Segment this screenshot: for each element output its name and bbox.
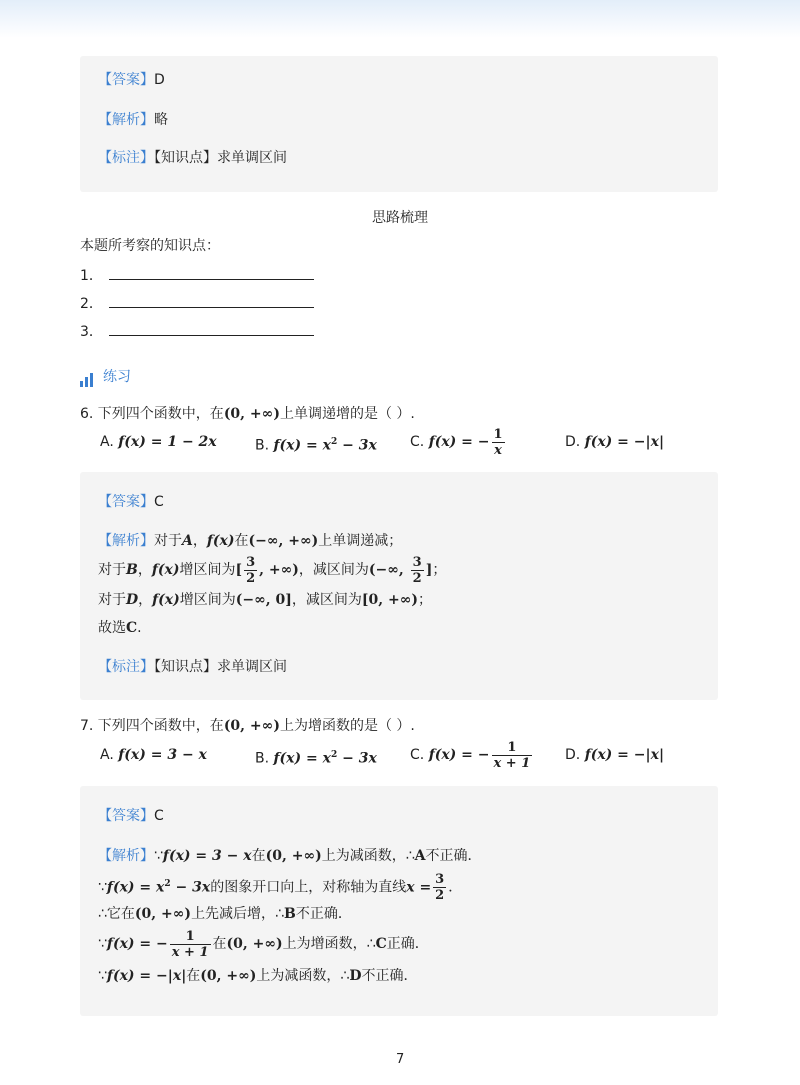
fraction: $\frac{1}{x}$ — [493, 426, 503, 458]
analysis-line-4: 故选C. — [98, 620, 142, 636]
answer-box-q6 — [80, 472, 718, 700]
analysis-line-3: ∴它在(0, +∞)上先减后增，∴B不正确． — [98, 906, 352, 922]
note-line: 【标注】【知识点】求单调区间 — [98, 659, 287, 675]
analysis-line-1: 【解析】∵f(x) = 3 − x在(0, +∞)上为减函数，∴A不正确． — [98, 848, 482, 864]
blank-line[interactable] — [109, 293, 314, 308]
q7-option-d[interactable]: D. f(x) = −|x| — [565, 747, 665, 763]
analysis-line-4: ∵f(x) = − $\frac{1}{x + 1}$ 在(0, +∞)上为增函数，∴C正确． — [98, 928, 429, 960]
analysis-line: 【解析】略 — [98, 112, 168, 128]
analysis-line-3: 对于D，f(x)增区间为(−∞, 0]，减区间为[0, +∞)； — [98, 592, 433, 608]
answer-line: 【答案】D — [98, 72, 165, 88]
answer-line: 【答案】C — [98, 494, 164, 510]
review-item: 3． — [80, 321, 314, 342]
analysis-line-2: ∵f(x) = $x^2 - 3x$的图象开口向上，对称轴为直线x = $\frac{3}{2}$ ． — [98, 872, 463, 904]
analysis-line-1: 【解析】对于A，f(x)在(−∞, +∞)上单调递减； — [98, 533, 403, 549]
q6-option-b[interactable]: B. $f(x) = x^2 - 3x$ — [255, 437, 377, 454]
review-title: 思路梳理 — [372, 210, 428, 226]
answer-box-q7 — [80, 786, 718, 1016]
practice-heading: 练习 — [80, 367, 131, 387]
q6-option-c[interactable]: C. f(x) = − $\frac{1}{x}$ — [410, 426, 503, 458]
page-header-band — [0, 0, 800, 38]
answer-line: 【答案】C — [98, 808, 164, 824]
analysis-line-2: 对于B，f(x)增区间为[ $\frac{3}{2}$ , +∞)，减区间为(−∞, $\frac{3}{2}$ ]； — [98, 554, 447, 586]
q7-option-c[interactable]: C. f(x) = − $\frac{1}{x + 1}$ — [410, 739, 531, 771]
question-7-stem: 7. 下列四个函数中，在(0, +∞)上为增函数的是（ ）. — [80, 718, 415, 734]
analysis-line-5: ∵f(x) = −|x|在(0, +∞)上为减函数，∴D不正确． — [98, 968, 418, 984]
review-item: 2． — [80, 293, 314, 314]
note-line: 【标注】【知识点】求单调区间 — [98, 150, 287, 166]
q6-option-d[interactable]: D. f(x) = −|x| — [565, 434, 665, 450]
answer-box-q5 — [80, 56, 718, 192]
review-item: 1． — [80, 265, 314, 286]
blank-line[interactable] — [109, 265, 314, 280]
fraction: $\frac{1}{x + 1}$ — [493, 739, 531, 771]
q7-option-a[interactable]: A. f(x) = 3 − x — [100, 747, 207, 763]
bar-chart-icon — [80, 367, 95, 387]
q6-option-a[interactable]: A. f(x) = 1 − 2x — [100, 434, 217, 450]
review-intro: 本题所考察的知识点： — [80, 238, 220, 254]
page-number: 7 — [396, 1052, 405, 1067]
q7-option-b[interactable]: B. $f(x) = x^2 - 3x$ — [255, 750, 377, 767]
question-6-stem: 6. 下列四个函数中，在(0, +∞)上单调递增的是（ ）. — [80, 406, 415, 422]
blank-line[interactable] — [109, 321, 314, 336]
